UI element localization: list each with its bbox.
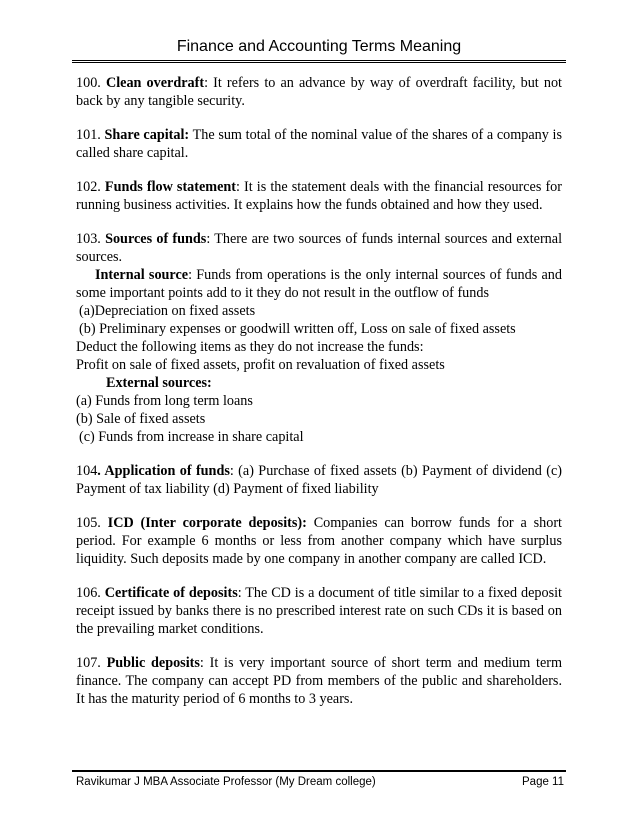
document-body xyxy=(76,74,562,708)
term-106 xyxy=(76,584,562,638)
term-definition: : (a) Purchase of fixed assets (b) Payment of dividend (c) Payment of tax liability (d) Payment of fixed liability xyxy=(76,463,562,497)
term-number: 101. xyxy=(76,127,101,143)
term-number: 107. xyxy=(76,655,101,671)
internal-source-title: Internal source xyxy=(95,267,189,283)
internal-source-text: : Funds from operations is the only internal sources of funds and some important points add to it they do not result in the outflow of funds xyxy=(76,267,562,301)
deduct-items: Profit on sale of fixed assets, profit on revaluation of fixed assets xyxy=(76,357,445,373)
term-number: 104 xyxy=(76,463,98,479)
term-103-intro xyxy=(76,230,562,266)
external-item-b: (b) Sale of fixed assets xyxy=(76,411,206,427)
internal-source xyxy=(76,266,562,302)
deduct-heading: Deduct the following items as they do not increase the funds: xyxy=(76,339,424,355)
term-definition: : It is very important source of short term and medium term finance. The company can accept PD from members of the public and shareholders. It has the maturity period of 6 months to 3 years. xyxy=(76,655,562,707)
footer-rule xyxy=(72,770,566,772)
external-item-a: (a) Funds from long term loans xyxy=(76,393,253,409)
term-number: 103. xyxy=(76,231,101,247)
term-number: 106. xyxy=(76,585,101,601)
term-definition: : It refers to an advance by way of overdraft facility, but not back by any tangible security. xyxy=(76,75,562,109)
term-number: 105. xyxy=(76,515,101,531)
term-101 xyxy=(76,126,562,162)
footer-page-number: Page 11 xyxy=(522,776,564,788)
term-title: Sources of funds xyxy=(105,231,207,247)
term-102 xyxy=(76,178,562,214)
term-title: Certificate of deposits xyxy=(104,585,238,601)
term-definition: : There are two sources of funds internal sources and external sources. xyxy=(76,231,563,265)
term-title: Share capital: xyxy=(104,127,190,143)
term-title: ICD (Inter corporate deposits): xyxy=(107,515,307,531)
term-definition: The sum total of the nominal value of the shares of a company is called share capital. xyxy=(76,127,563,161)
term-definition: Companies can borrow funds for a short period. For example 6 months or less from another company which have surplus liquidity. Such deposits made by one company in another company are called ICD. xyxy=(76,515,562,567)
term-107 xyxy=(76,654,562,708)
term-title: Clean overdraft xyxy=(105,75,205,91)
external-source-label: External sources: xyxy=(106,375,212,391)
add-item-b: (b) Preliminary expenses or goodwill written off, Loss on sale of fixed assets xyxy=(79,321,516,337)
term-105 xyxy=(76,514,562,568)
term-definition: : The CD is a document of title similar to a fixed deposit receipt issued by banks there is no prescribed interest rate on such CDs it is based on the prevailing market conditions. xyxy=(76,585,562,637)
term-103 xyxy=(76,230,562,446)
term-number: 100. xyxy=(76,75,101,91)
header-rule xyxy=(72,60,566,61)
header-rule-2 xyxy=(72,62,566,63)
term-title: Funds flow statement xyxy=(104,179,237,195)
term-number: 102. xyxy=(76,179,101,195)
external-source-title xyxy=(76,374,562,392)
term-title: . Application of funds xyxy=(97,463,230,479)
term-title: Public deposits xyxy=(106,655,200,671)
footer-author: Ravikumar J MBA Associate Professor (My Dream college) xyxy=(76,776,376,788)
term-definition: : It is the statement deals with the financial resources for running business activities. It explains how the funds obtained and how they used. xyxy=(76,179,562,213)
term-100 xyxy=(76,74,562,110)
page-header-title: Finance and Accounting Terms Meaning xyxy=(176,38,462,55)
add-item-a: (a)Depreciation on fixed assets xyxy=(79,303,256,319)
term-104 xyxy=(76,462,562,498)
external-item-c: (c) Funds from increase in share capital xyxy=(79,429,304,445)
